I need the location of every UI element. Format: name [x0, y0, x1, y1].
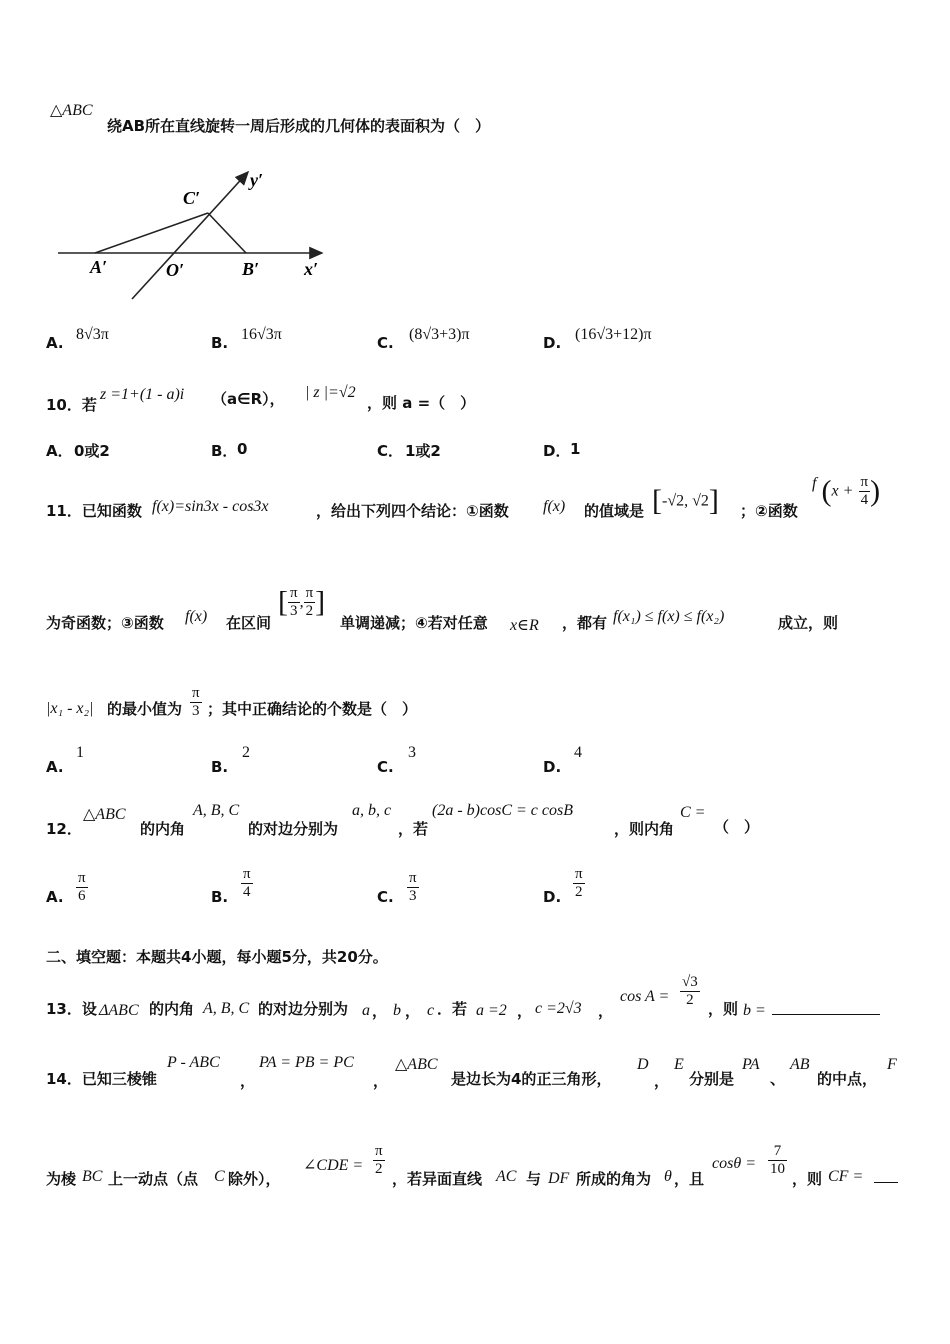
q11-shifted-function: f (x + $\frac{\pi}{4}$ ) [812, 474, 881, 508]
q11-text-5: 在区间 [226, 614, 272, 632]
q11-f2-name: f [812, 474, 817, 492]
section-2-heading: 二、填空题：本题共4小题，每小题5分，共20分。 [46, 948, 388, 966]
q14-cos-theta: cosθ = [712, 1155, 756, 1172]
edge-cb [208, 213, 246, 253]
q13-text-1: 的内角 [149, 1000, 195, 1018]
q14-f: F [887, 1056, 897, 1073]
edge-ac [95, 213, 208, 253]
q11-text-1: ，给出下列四个结论：①函数 [316, 502, 509, 520]
q14-text-5: 上一动点（点 [108, 1170, 199, 1188]
q11-text-4: 为奇函数；③函数 [46, 614, 164, 632]
label-a: A′ [90, 257, 108, 277]
q13-answer-blank[interactable] [772, 1000, 880, 1015]
q13-text-3: ．若 [437, 1000, 468, 1018]
q11-text-3: ；②函数 [740, 502, 798, 520]
q13-sep-3: ， [517, 1002, 533, 1020]
q13-cos-a: cos A = [620, 988, 670, 1005]
q14-text-7: ，若异面直线 [392, 1170, 483, 1188]
q10-z-def: z =1+(1 - a)i [100, 386, 185, 403]
q14-d: D [637, 1056, 649, 1073]
q12-angles: A, B, C [193, 802, 240, 819]
q10-tail: ，则 a =（ ） [367, 394, 476, 412]
q14-text-10: ，且 [674, 1170, 705, 1188]
q14-text-11: ，则 [792, 1170, 823, 1188]
q14-text-4: 为棱 [46, 1170, 77, 1188]
q13-sep-4: ， [598, 1002, 614, 1020]
q12-option-b-value: $\frac{\pi}{4}$ [243, 866, 251, 900]
q10-option-b-letter: B． [211, 442, 238, 460]
q14-comma-1: ， [240, 1072, 256, 1090]
triangle-abc-label: △ABC [50, 102, 93, 119]
q11-pi-over-3-min: $\frac{\pi}{3}$ [192, 685, 200, 719]
label-b: B′ [242, 259, 260, 279]
q14-pi-over-2: $\frac{\pi}{2}$ [375, 1143, 383, 1177]
q14-pa: PA [742, 1056, 760, 1073]
q12-option-a-value: $\frac{\pi}{6}$ [78, 870, 86, 904]
q14-df: DF [548, 1170, 570, 1187]
q12-c-eq: C = [680, 804, 706, 821]
label-o: O′ [166, 260, 185, 280]
q14-angle-cde: ∠CDE = [303, 1157, 364, 1174]
q14-pyramid: P - ABC [167, 1054, 220, 1071]
q14-theta: θ [664, 1168, 672, 1185]
q14-text-1: 是边长为4的正三角形， [451, 1070, 612, 1088]
q14-text-8: 与 [526, 1170, 542, 1188]
q12-number: 12． [46, 820, 82, 838]
q14-text-3: 的中点， [817, 1070, 878, 1088]
q11-text-9: 的最小值为 [107, 700, 183, 718]
q12-text-5: （ ） [714, 818, 760, 836]
q13-sep-2: ， [405, 1002, 421, 1020]
q14-text-6: 除外）， [228, 1170, 281, 1188]
label-x: x′ [304, 259, 319, 279]
q10-option-c-value: 1或2 [405, 442, 441, 460]
q9-option-b-value: 16√3π [241, 326, 282, 343]
q12-option-b-letter: B. [211, 888, 229, 906]
q11-x-in-r: x∈R [510, 617, 539, 634]
q13-a: a [362, 1002, 370, 1019]
label-c: C′ [183, 188, 201, 208]
q13-a-eq: a =2 [476, 1002, 507, 1019]
q11-number: 11．已知函数 [46, 502, 142, 520]
q11-inequality: f(x₁) ≤ f(x) ≤ f(x₂) [613, 608, 725, 625]
q14-comma-3: ， [654, 1072, 670, 1090]
q10-domain: （a∈R）， [212, 390, 285, 408]
q11-option-a-value: 1 [76, 744, 84, 761]
q12-text-4: ，则内角 [614, 820, 675, 838]
q11-option-d-letter: D. [543, 758, 562, 776]
q13-b: b [393, 1002, 401, 1019]
q11-text-10: ；其中正确结论的个数是（ ） [207, 700, 418, 718]
q13-text-2: 的对边分别为 [258, 1000, 349, 1018]
q14-text-9: 所成的角为 [576, 1170, 652, 1188]
q9-option-d-value: (16√3+12)π [575, 326, 652, 343]
q11-option-b-value: 2 [242, 744, 250, 761]
q11-f2-arg: x + [831, 482, 854, 500]
q14-ab: AB [790, 1056, 810, 1073]
q12-text-2: 的对边分别为 [248, 820, 339, 838]
q9-option-b-letter: B. [211, 334, 229, 352]
q11-pi-over-2: $\frac{\pi}{2}$ [305, 585, 314, 619]
q10-modulus: | z |=√2 [305, 384, 356, 401]
q9-figure [50, 165, 350, 305]
q11-abs-diff: |x₁ - x₂| [46, 700, 94, 717]
q14-number: 14．已知三棱锥 [46, 1070, 157, 1088]
q14-text-2: 分别是 [689, 1070, 735, 1088]
q14-equal-edges: PA = PB = PC [259, 1054, 354, 1071]
q12-text-3: ，若 [398, 820, 429, 838]
q11-option-b-letter: B. [211, 758, 229, 776]
q11-text-6: 单调递减；④若对任意 [340, 614, 488, 632]
q14-bc: BC [82, 1168, 103, 1185]
q10-number: 10．若 [46, 396, 97, 414]
q11-range: [-√2, √2] [652, 484, 719, 517]
q9-option-a-value: 8√3π [76, 326, 109, 343]
label-y: y′ [250, 170, 264, 190]
q12-text-1: 的内角 [140, 820, 186, 838]
q12-equation: (2a - b)cosC = c cosB [432, 802, 573, 819]
q13-c-eq: c =2√3 [535, 1000, 582, 1017]
q12-option-d-value: $\frac{\pi}{2}$ [575, 866, 583, 900]
q11-function-def: f(x)=sin3x - cos3x [152, 498, 269, 515]
q13-b-eq: b = [743, 1002, 766, 1019]
q14-ac: AC [496, 1168, 517, 1185]
q12-option-c-letter: C. [377, 888, 394, 906]
q11-text-8: 成立，则 [778, 614, 839, 632]
q11-pi-over-3: $\frac{\pi}{3}$ [290, 585, 298, 619]
q14-point-c: C [214, 1168, 225, 1185]
q9-option-d-letter: D. [543, 334, 562, 352]
q11-option-a-letter: A. [46, 758, 64, 776]
q11-option-d-value: 4 [574, 744, 582, 761]
q14-e: E [674, 1056, 684, 1073]
q14-seven-over-ten: $\frac{7}{10}$ [770, 1143, 785, 1177]
q10-option-a-value: 0或2 [74, 442, 110, 460]
q12-triangle: △ABC [83, 806, 126, 823]
q9-option-a-letter: A. [46, 334, 64, 352]
q11-text-2: 的值域是 [584, 502, 645, 520]
q13-triangle: ΔABC [99, 1002, 139, 1019]
q11-pi-over-4: $\frac{\pi}{4}$ [860, 474, 869, 508]
q9-option-c-value: (8√3+3)π [409, 326, 470, 343]
q11-option-c-value: 3 [408, 744, 416, 761]
q10-option-d-value: 1 [570, 440, 581, 458]
q11-text-7: ，都有 [562, 614, 608, 632]
q14-dun: 、 [770, 1070, 786, 1088]
q11-option-c-letter: C. [377, 758, 394, 776]
q11-range-value: -√2, √2 [662, 492, 709, 510]
q13-c: c [427, 1002, 435, 1019]
q12-option-a-letter: A. [46, 888, 64, 906]
q10-option-c-letter: C． [377, 442, 404, 460]
q10-option-d-letter: D． [543, 442, 571, 460]
q13-angles: A, B, C [203, 1000, 250, 1017]
q11-interval: [ $\frac{\pi}{3}$ , $\frac{\pi}{2}$ ] [278, 585, 326, 619]
q13-text-4: ，则 [708, 1000, 739, 1018]
q13-sep-1: ， [372, 1002, 388, 1020]
q14-triangle: △ABC [395, 1056, 438, 1073]
q11-fx-2: f(x) [185, 608, 208, 625]
q10-option-a-letter: A． [46, 442, 73, 460]
q10-option-b-value: 0 [237, 440, 248, 458]
q12-option-c-value: $\frac{\pi}{3}$ [409, 870, 417, 904]
q11-fx-1: f(x) [543, 498, 566, 515]
q14-answer-blank[interactable] [874, 1168, 898, 1183]
q12-option-d-letter: D. [543, 888, 562, 906]
q13-sqrt3-over-2: $\frac{√3}{2}$ [682, 974, 698, 1008]
q13-number: 13．设 [46, 1000, 97, 1018]
q14-cf: CF = [828, 1168, 864, 1185]
q9-option-c-letter: C. [377, 334, 394, 352]
q12-sides: a, b, c [352, 802, 392, 819]
q14-comma-2: ， [373, 1072, 389, 1090]
q9-stem: 绕AB所在直线旋转一周后形成的几何体的表面积为（ ） [107, 117, 491, 135]
